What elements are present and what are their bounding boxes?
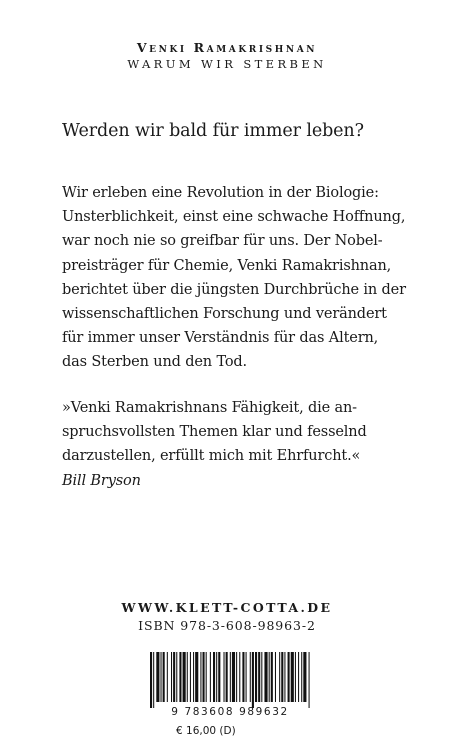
isbn-number: ISBN 978-3-608-98963-2 [138, 618, 316, 633]
barcode-bar [213, 652, 215, 702]
barcode-bar [173, 652, 175, 702]
blurb-line: preisträger für Chemie, Venki Ramakrishnan, [62, 257, 392, 274]
blurb-line: Wir erleben eine Revolution in der Biologie: [62, 185, 379, 201]
barcode-bar [281, 652, 283, 702]
barcode-digits: 9 783608 989632 [171, 706, 289, 718]
barcode-bar [216, 652, 217, 702]
barcode-bar [271, 652, 273, 702]
blurb-line: war noch nie so greifbar für uns. Der Nobel- [62, 233, 383, 250]
barcode-bar [232, 652, 235, 702]
barcode-bar [167, 652, 168, 702]
barcode-bar [275, 652, 276, 702]
barcode-bar [279, 652, 280, 702]
barcode [142, 652, 318, 720]
barcode-bar [309, 652, 310, 708]
barcode-bar [269, 652, 270, 702]
barcode-bar [183, 652, 186, 702]
quote-line: darzustellen, erfüllt mich mit Ehrfurcht.« [62, 448, 361, 465]
barcode-bar [179, 652, 181, 702]
barcode-bar [218, 652, 220, 702]
barcode-bar [161, 652, 162, 702]
barcode-bar [171, 652, 172, 702]
barcode-bar [258, 652, 260, 702]
barcode-bar [264, 652, 267, 702]
barcode-bar [230, 652, 231, 702]
cover-header [0, 40, 454, 71]
publisher-footer [0, 600, 454, 633]
blurb-line: das Sterben und den Tod. [62, 354, 248, 371]
blurb-line: berichtet über die jüngsten Durchbrüche in der [62, 281, 406, 298]
quote-author: Bill Bryson [62, 472, 141, 489]
barcode-bar [261, 652, 262, 702]
barcode-bar [190, 652, 191, 702]
barcode-bar [195, 652, 198, 702]
barcode-bar [203, 652, 205, 702]
barcode-bar [246, 652, 247, 702]
barcode-bar [193, 652, 194, 702]
blurb-line: Unsterblichkeit, einst eine schwache Hoffnung, [62, 209, 406, 226]
barcode-bar [298, 652, 299, 702]
barcode-bar [255, 652, 257, 702]
blurb-line: für immer unser Verständnis für das Altern, [62, 330, 379, 347]
barcode-bars [142, 652, 318, 708]
barcode-bar [176, 652, 177, 702]
barcode-bar [210, 652, 211, 702]
barcode-bar [242, 652, 244, 702]
blurb-line: wissenschaftlichen Forschung und verändert [62, 306, 387, 323]
barcode-bar [239, 652, 240, 702]
barcode-bar [284, 652, 285, 702]
barcode-bar [153, 652, 154, 708]
headline: Werden wir bald für immer leben? [62, 121, 364, 141]
barcode-bar [252, 652, 254, 708]
barcode-bar [200, 652, 201, 702]
price-label: € 16,00 (D) [176, 725, 236, 737]
barcode-bar [301, 652, 302, 702]
endorsement-quote [62, 396, 402, 493]
barcode-bar [224, 652, 225, 702]
barcode-bar [288, 652, 290, 702]
publisher-url: WWW.KLETT-COTTA.DE [121, 600, 333, 615]
barcode-bar [236, 652, 237, 702]
barcode-bar [226, 652, 228, 702]
barcode-bar [250, 652, 251, 702]
author-name: Venki Ramakrishnan [136, 40, 318, 55]
quote-line: »Venki Ramakrishnans Fähigkeit, die an- [62, 400, 357, 416]
barcode-bar [303, 652, 306, 702]
quote-line: spruchsvollsten Themen klar und fesselnd [62, 424, 367, 441]
barcode-bar [206, 652, 207, 702]
barcode-bar [163, 652, 165, 702]
blurb-text [62, 181, 406, 375]
barcode-bar [295, 652, 296, 702]
barcode-bar [187, 652, 188, 702]
barcode-bar [156, 652, 159, 702]
book-title: WARUM WIR STERBEN [127, 57, 327, 71]
barcode-bar [291, 652, 294, 702]
barcode-bar [150, 652, 152, 708]
